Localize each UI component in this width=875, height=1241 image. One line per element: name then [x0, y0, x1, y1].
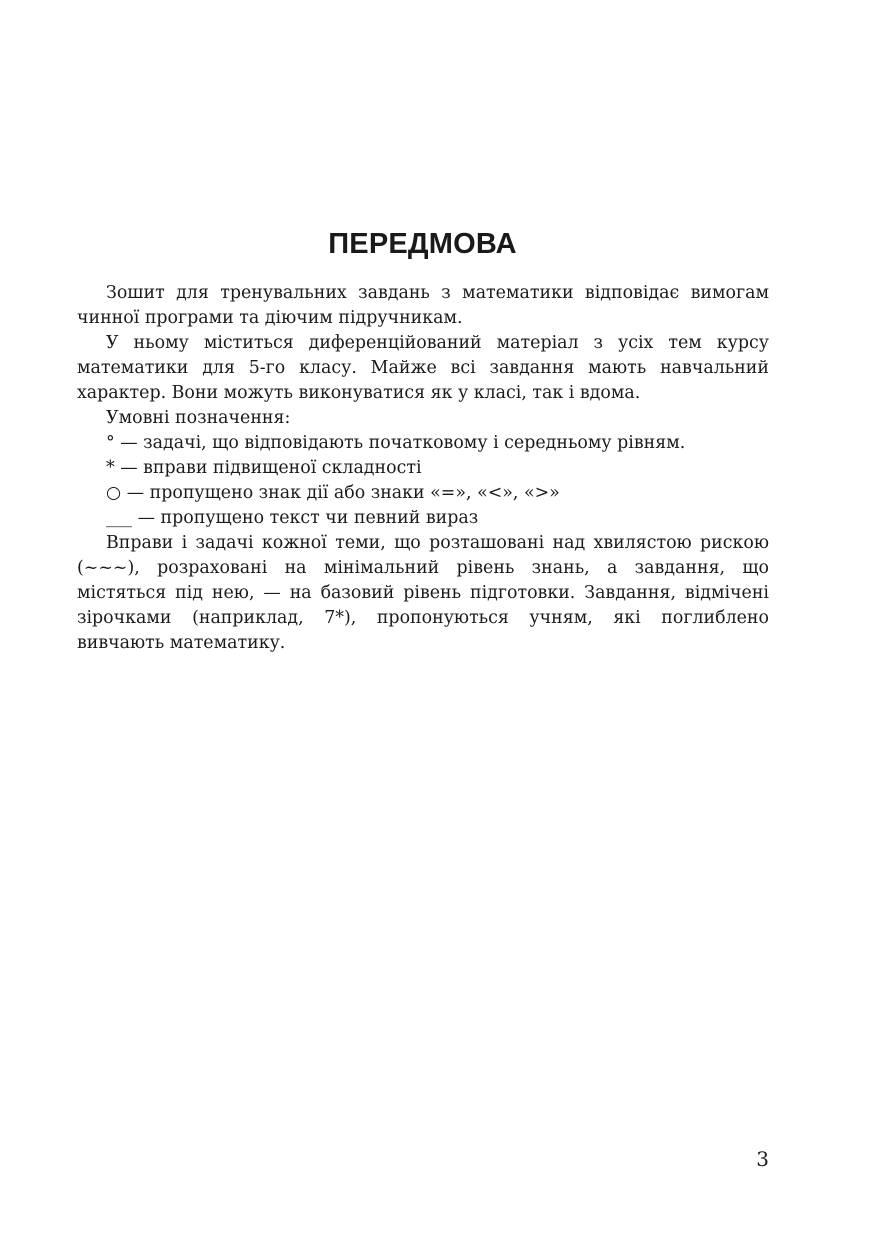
- legend-item-degree: ° — задачі, що відповідають початковому і середньому рівням.: [106, 433, 686, 453]
- paragraph-closing: Вправи і задачі кожної теми, що розташовані над хвилястою рискою (~~~), розраховані на мінімальний рівень знань, а завдання, що містяться під нею, — на базовий рівень підготовки. Завдання, відмічені зірочками (наприклад, 7*), пропонуються учням, які поглиблено вивчають математику.: [77, 533, 769, 653]
- page-number: 3: [756, 1147, 769, 1171]
- page-title: ПЕРЕДМОВА: [328, 228, 517, 260]
- legend-item-asterisk: * — вправи підвищеної складності: [106, 458, 422, 478]
- legend-item-blank: ___ — пропущено текст чи певний вираз: [106, 508, 479, 528]
- paragraph-content: У ньому міститься диференційований матеріал з усіх тем курсу математики для 5-го класу. Майже всі завдання мають навчальний характер. Вони можуть виконуватися як у класі, так і вдома.: [77, 333, 769, 403]
- paragraph-intro: Зошит для тренувальних завдань з математики відповідає вимогам чинної програми та діючим підручникам.: [77, 283, 769, 328]
- legend-heading: Умовні позначення:: [106, 408, 291, 428]
- preface-body: [77, 281, 769, 656]
- legend-item-circle: ○ — пропущено знак дії або знаки «=», «<», «>»: [106, 483, 560, 503]
